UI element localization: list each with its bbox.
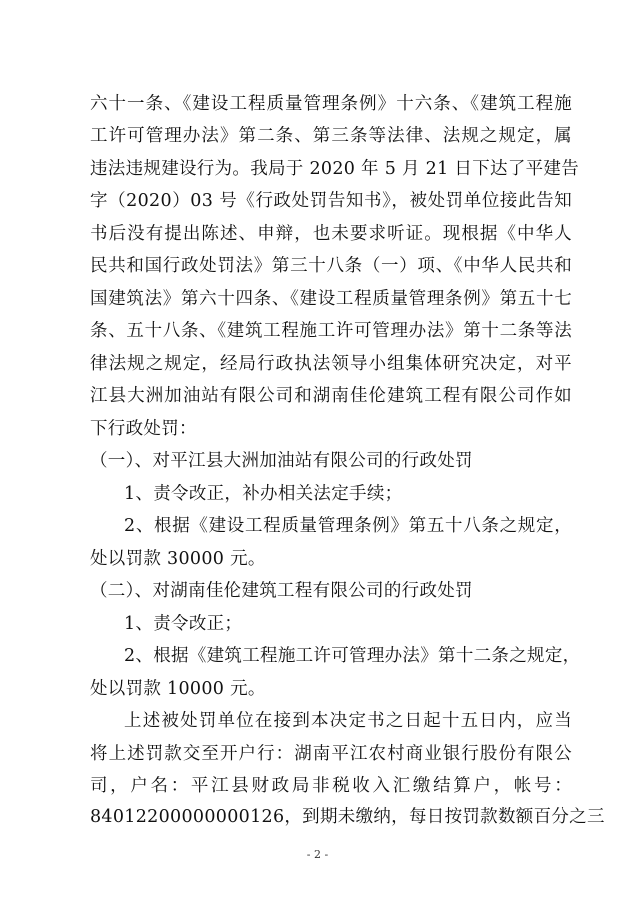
body-line: 上述被处罚单位在接到本决定书之日起十五日内，应当 [124,711,572,731]
section-heading: （二）、对湖南佳伦建筑工程有限公司的行政处罚 [90,581,473,601]
body-line: 将上述罚款交至开户行：湖南平江农村商业银行股份有限公 [90,744,572,764]
body-line: 处以罚款 30000 元。 [90,549,266,569]
body-line: 2、根据《建筑工程施工许可管理办法》第十二条之规定， [124,646,581,666]
body-line: 条、五十八条、《建筑工程施工许可管理办法》第十二条等法 [90,321,572,341]
body-line: 书后没有提出陈述、申辩，也未要求听证。现根据《中华人 [90,224,572,244]
body-line: 下行政处罚： [90,419,197,439]
body-line: 1、责令改正； [124,614,243,634]
body-line: 字（2020）03 号《行政处罚告知书》，被处罚单位接此告知 [90,191,572,211]
body-line: 1、责令改正，补办相关法定手续； [124,484,403,504]
body-line: 84012200000000126，到期未缴纳，每日按罚款数额百分之三 [90,807,605,827]
body-line: 民共和国行政处罚法》第三十八条（一）项、《中华人民共和 [90,256,572,276]
body-line: 六十一条、《建设工程质量管理条例》十六条、《建筑工程施 [90,94,572,114]
page-number: - 2 - [306,848,329,861]
body-line: 处以罚款 10000 元。 [90,679,266,699]
body-line: 2、根据《建设工程质量管理条例》第五十八条之规定， [124,516,572,536]
body-line: 国建筑法》第六十四条、《建设工程质量管理条例》第五十七 [90,289,572,309]
body-line: 司，户名：平江县财政局非税收入汇缴结算户，帐号： [90,776,572,796]
body-line: 律法规之规定，经局行政执法领导小组集体研究决定，对平 [90,354,572,374]
body-line: 工许可管理办法》第二条、第三条等法律、法规之规定，属 [90,126,572,146]
body-line: 违法违规建设行为。我局于 2020 年 5 月 21 日下达了平建告 [90,159,580,179]
section-heading: （一）、对平江县大洲加油站有限公司的行政处罚 [90,451,473,471]
body-line: 江县大洲加油站有限公司和湖南佳伦建筑工程有限公司作如 [90,386,572,406]
